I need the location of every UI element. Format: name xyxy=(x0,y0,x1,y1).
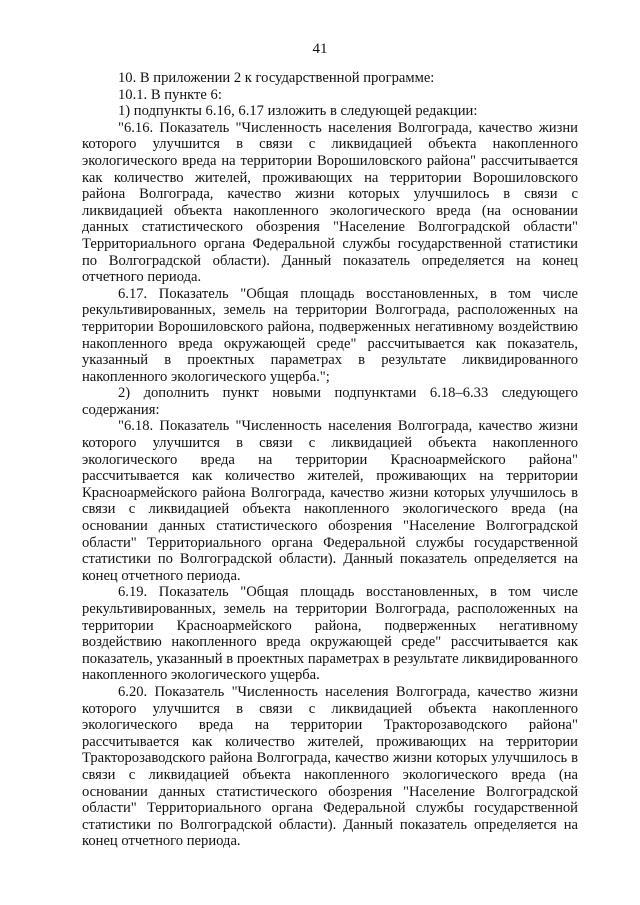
paragraph-6-17: 6.17. Показатель "Общая площадь восстановленных, в том числе рекультивированных, земель на территории Волгограда, расположенных на территории Ворошиловского района, подверженных негативному воздействию накопленного вреда окружающей среде" рассчитывается как показатель, указанный в проектных параметрах в результате ликвидированного накопленного экологического ущерба."; xyxy=(82,285,578,385)
paragraph-6-16: "6.16. Показатель "Численность населения Волгограда, качество жизни которого улучшится в связи с ликвидацией объекта накопленного экологического вреда на территории Ворошиловского района" рассчитывается как количество жителей, проживающих на территории Ворошиловского района Волгограда, качество жизни которых улучшилось в связи с ликвидацией объекта накопленного экологического вреда (на основании данных статистического обозрения "Население Волгоградской области" Территориального органа Федеральной службы государственной статистики по Волгоградской области). Данный показатель определяется на конец отчетного периода. xyxy=(82,119,578,286)
paragraph-item-2: 2) дополнить пункт новыми подпунктами 6.18–6.33 следующего содержания: xyxy=(82,385,578,418)
paragraph-item-1: 1) подпункты 6.16, 6.17 изложить в следующей редакции: xyxy=(118,103,478,120)
paragraph-6-20: 6.20. Показатель "Численность населения Волгограда, качество жизни которого улучшится в связи с ликвидацией объекта накопленного экологического вреда на территории Тракторозаводского района" рассчитывается как количество жителей, проживающих на территории Тракторозаводского района Волгограда, качество жизни которых улучшилось в связи с ликвидацией объекта накопленного экологического вреда (на основании данных статистического обозрения "Население Волгоградской области" Территориального органа Федеральной службы государственной статистики по Волгоградской области). Данный показатель определяется на конец отчетного периода. xyxy=(82,683,578,850)
paragraph-section-10-1: 10.1. В пункте 6: xyxy=(118,86,222,103)
paragraph-6-19: 6.19. Показатель "Общая площадь восстановленных, в том числе рекультивированных, земель на территории Волгограда, расположенных на территории Красноармейского района, подверженных негативному воздействию накопленного вреда окружающей среде" рассчитывается как показатель, указанный в проектных параметрах в результате ликвидированного накопленного экологического ущерба. xyxy=(82,584,578,684)
document-body xyxy=(82,70,578,850)
page-number: 41 xyxy=(312,41,328,57)
paragraph-section-10: 10. В приложении 2 к государственной программе: xyxy=(118,70,435,86)
paragraph-6-18: "6.18. Показатель "Численность населения Волгограда, качество жизни которого улучшится в связи с ликвидацией объекта накопленного экологического вреда на территории Красноармейского района" рассчитывается как количество жителей, проживающих на территории Красноармейского района Волгограда, качество жизни которых улучшилось в связи с ликвидацией объекта накопленного экологического вреда (на основании данных статистического обозрения "Население Волгоградской области" Территориального органа Федеральной службы государственной статистики по Волгоградской области). Данный показатель определяется на конец отчетного периода. xyxy=(82,418,578,584)
